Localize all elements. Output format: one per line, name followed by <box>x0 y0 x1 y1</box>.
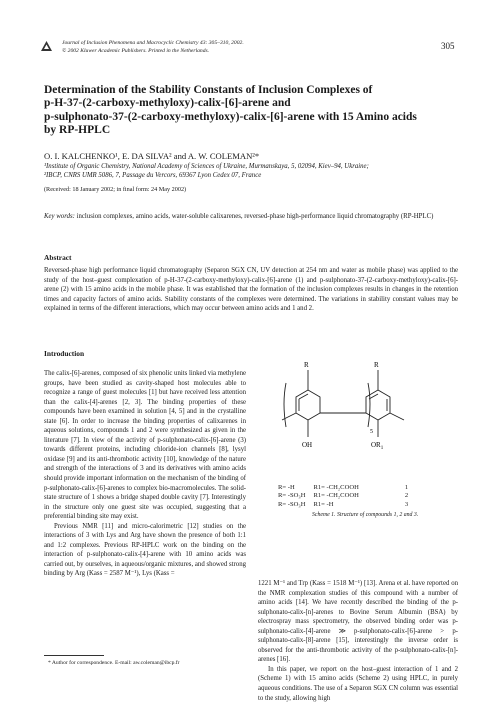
introduction-heading: Introduction <box>44 349 85 358</box>
paper-title <box>44 84 454 138</box>
affiliation-1: ¹Institute of Organic Chemistry, National Academy of Sciences of Ukraine, Murmanskaya, 5, 02094, Kiev–94, Ukraine; <box>44 163 369 170</box>
journal-line-2: © 2002 Kluwer Academic Publishers. Printed in the Netherlands. <box>62 47 210 54</box>
intro-paragraph-3: 1221 M⁻¹ and Trp (Kass = 1518 M⁻¹) [13]. Arena et al. have reported on the NMR complexation studies of this compound with a number of amino acids [14]. We have recently described the binding of the p-sulphonato-calix-[n]-arenes to Bovine Serum Albumin (BSA) by electrospray mass spectrometry, the observed binding order was p-sulphonato-calix-[4]-arene ≫ p-sulphonato-calix-[6]-arene > p-sulphonato-calix-[8]-arene [15], interestingly the inverse order is observed for the anti-thrombotic activity of the p-sulphonato-calix-[n]-arenes [16]. <box>258 580 458 664</box>
publisher-logo-icon <box>40 40 53 53</box>
affiliation-2: ²IBCP, CNRS UMR 5086, 7, Passage du Vercors, 69367 Lyon Cedex 07, France <box>44 172 262 179</box>
scheme-OR1: $OR_1$ <box>371 441 384 451</box>
received-dates: (Received: 18 January 2002; in final form: 24 May 2002) <box>44 186 187 193</box>
journal-line-1: Journal of Inclusion Phenomena and Macrocyclic Chemistry 43: 305–310, 2002. <box>62 40 244 46</box>
keywords <box>44 212 454 222</box>
keywords-label: Key words: <box>44 213 75 220</box>
keywords-text: inclusion complexes, amino acids, water-soluble calixarenes, reversed-phase high-performance liquid chromatography (RP-HPLC) <box>76 213 434 220</box>
title-line-2: p-H-37-(2-carboxy-methyloxy)-calix-[6]-arene and <box>44 97 291 110</box>
legend-row: R= -H R1= -CH₂COOH 1 <box>278 484 409 491</box>
footnote-rule <box>44 655 104 656</box>
title-line-3: p-sulphonato-37-(2-carboxy-methyloxy)-calix-[6]-arene with 15 Amino acids <box>44 110 417 123</box>
intro-paragraph-1: The calix-[6]-arenes, composed of six phenolic units linked via methylene groups, have been studied as cavity-shaped host molecules able to recognize a range of guest molecules [1] but have received less attention than the calix-[4]-arenes [2, 3]. The binding properties of these compounds have been examined in solution [4, 5] and in the crystalline state [6]. In order to increase the binding properties of calixarenes in aqueous solutions, compounds 1 and 2 were synthesized as given in the literature [7]. In view of the activity of p-sulphonato-calix-[6]-arene (3) towards different proteins, including chloride-ion channels [8], lysyl oxidase [9] and its anti-thrombotic activity [10], knowledge of the nature and strength of the interactions of 3 and its derivatives with amino acids should provide important information on the mechanism of the binding of p-sulphonato-calix-[6]-arenes to complex bio-macromolecules. The solid-state structure of 1 shows a bridge shaped double cavity [7]. Interestingly in the structure only one guest site was occupied, suggesting that a preferential binding site may exist. <box>44 370 246 521</box>
scheme-R-right: R <box>374 361 379 369</box>
legend-row: R= -SO₃H R1= -H 3 <box>278 500 409 508</box>
affiliations <box>44 162 464 180</box>
scheme-legend <box>278 484 416 509</box>
page-number: 305 <box>441 41 455 51</box>
title-line-1: Determination of the Stability Constants of Inclusion Complexes of <box>44 84 373 96</box>
legend-row: R= -SO₃H R1= -CH₂COOH 2 <box>278 492 409 500</box>
authors: O. I. KALCHENKO¹, E. DA SILVA² and A. W. COLEMAN²* <box>44 151 260 161</box>
scheme-OH: OH <box>302 441 313 449</box>
footnote: * Author for correspondence. E-mail: aw.coleman@ibcp.fr <box>48 660 180 666</box>
abstract-text: Reversed-phase high performance liquid chromatography (Separon SGX CN, UV detection at 254 nm and water as mobile phase) was applied to the study of the host–guest complexation of p-H-37-(2-carboxy-methyloxy)-calix-[6]-arene (1) and p-sulphonato-37-(2-carboxy-methyloxy)-calix-[6]-arene (2) with 15 amino acids in the mobile phase. It was established that the formation of the inclusion complexes results in changes in the retention times and capacity factors of amino acids. Stability constants of the complexes were determined. The variations in stability constant values may be explained in terms of the different interactions, which may occur between amino acids and 1 and 2. <box>44 267 458 312</box>
right-column <box>258 579 458 703</box>
left-column <box>44 369 246 579</box>
intro-paragraph-4: In this paper, we report on the host–guest interaction of 1 and 2 (Scheme 1) with 15 amino acids (Scheme 2) using HPLC, in purely aqueous conditions. The use of a Separon SGX CN column was essential to the study, allowing high <box>258 665 458 702</box>
intro-paragraph-2: Previous NMR [11] and micro-calorimetric [12] studies on the interactions of 3 with Lys and Arg have shown the presence of both 1:1 and 1:2 complexes. Previous RP-HPLC work on the binding on the interaction of p-sulphonato-calix-[4]-arene with 10 amino acids was carried out, by ourselves, in aqueous/organic mixtures, and showed strong binding by Arg (Kass = 2587 M⁻¹), Lys (Kass = <box>44 522 246 578</box>
scheme-caption: Scheme 1. Structure of compounds 1, 2 and 3. <box>312 512 419 518</box>
title-line-4: by RP-HPLC <box>44 124 111 137</box>
journal-header <box>62 40 244 55</box>
scheme-subscript-5: 5 <box>370 429 373 435</box>
scheme-R-left: R <box>304 361 309 369</box>
abstract-heading: Abstract <box>44 253 72 262</box>
